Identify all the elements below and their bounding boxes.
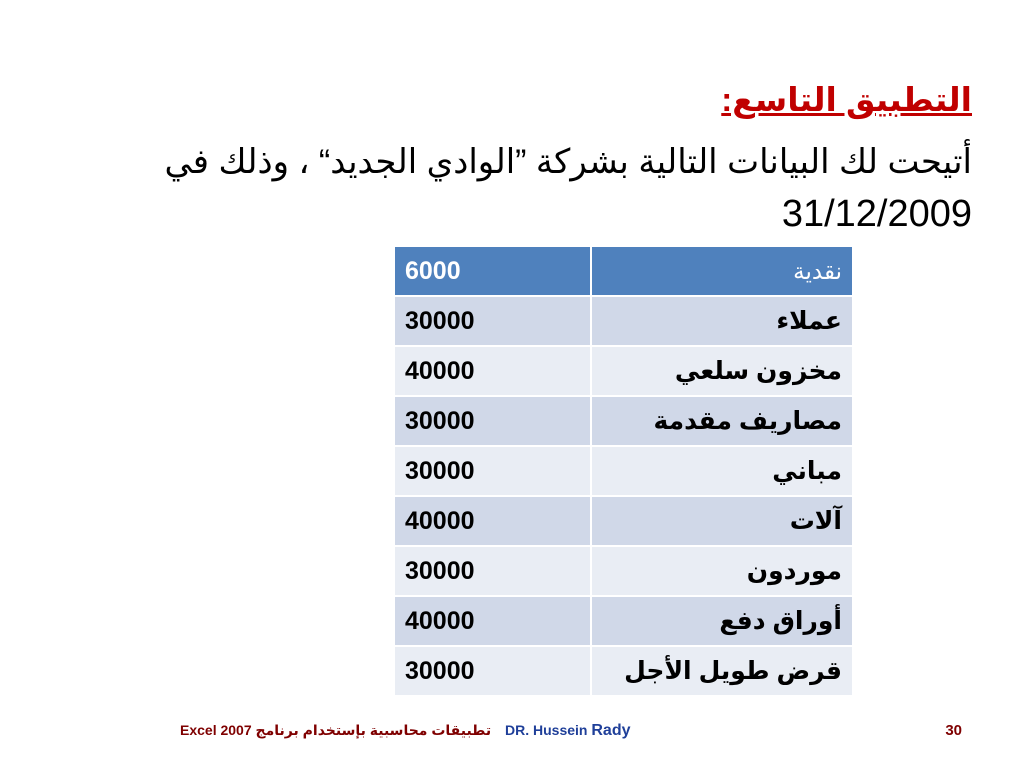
table-label-cell: آلات bbox=[591, 496, 853, 546]
table-value-cell: 30000 bbox=[394, 296, 591, 346]
table-label-cell: قرض طويل الأجل bbox=[591, 646, 853, 696]
footer-author-prefix: DR. Hussein bbox=[505, 722, 588, 738]
table-label-cell: موردون bbox=[591, 546, 853, 596]
table-row bbox=[394, 546, 853, 596]
table-value-cell: 30000 bbox=[394, 396, 591, 446]
table-value-cell: 30000 bbox=[394, 546, 591, 596]
table-row bbox=[394, 496, 853, 546]
table-value-cell: 30000 bbox=[394, 446, 591, 496]
table-label-cell: مصاريف مقدمة bbox=[591, 396, 853, 446]
table-value-cell: 40000 bbox=[394, 346, 591, 396]
table-row bbox=[394, 346, 853, 396]
table-label-cell: مباني bbox=[591, 446, 853, 496]
slide-body-text: أتيحت لك البيانات التالية بشركة ”الوادي الجديد“ ، وذلك في bbox=[164, 143, 972, 181]
table-label-cell: أوراق دفع bbox=[591, 596, 853, 646]
table-row bbox=[394, 646, 853, 696]
table-value-cell: 6000 bbox=[394, 246, 591, 296]
footer-author bbox=[505, 722, 630, 740]
table-label-cell: عملاء bbox=[591, 296, 853, 346]
slide-body-date: 31/12/2009 bbox=[781, 193, 972, 235]
table-value-cell: 40000 bbox=[394, 596, 591, 646]
footer-author-surname: Rady bbox=[591, 722, 631, 739]
balance-table bbox=[393, 245, 854, 697]
table-value-cell: 30000 bbox=[394, 646, 591, 696]
table-row bbox=[394, 296, 853, 346]
table-label-cell: مخزون سلعي bbox=[591, 346, 853, 396]
table-label-cell: نقدية bbox=[591, 246, 853, 296]
footer-course-title: تطبيقات محاسبية بإستخدام برنامج Excel 2007 bbox=[180, 722, 492, 738]
slide-title: التطبيق التاسع: bbox=[721, 81, 972, 118]
table-row bbox=[394, 446, 853, 496]
table-row bbox=[394, 596, 853, 646]
page-number: 30 bbox=[945, 722, 962, 739]
table-value-cell: 40000 bbox=[394, 496, 591, 546]
table-row bbox=[394, 246, 853, 296]
table-row bbox=[394, 396, 853, 446]
